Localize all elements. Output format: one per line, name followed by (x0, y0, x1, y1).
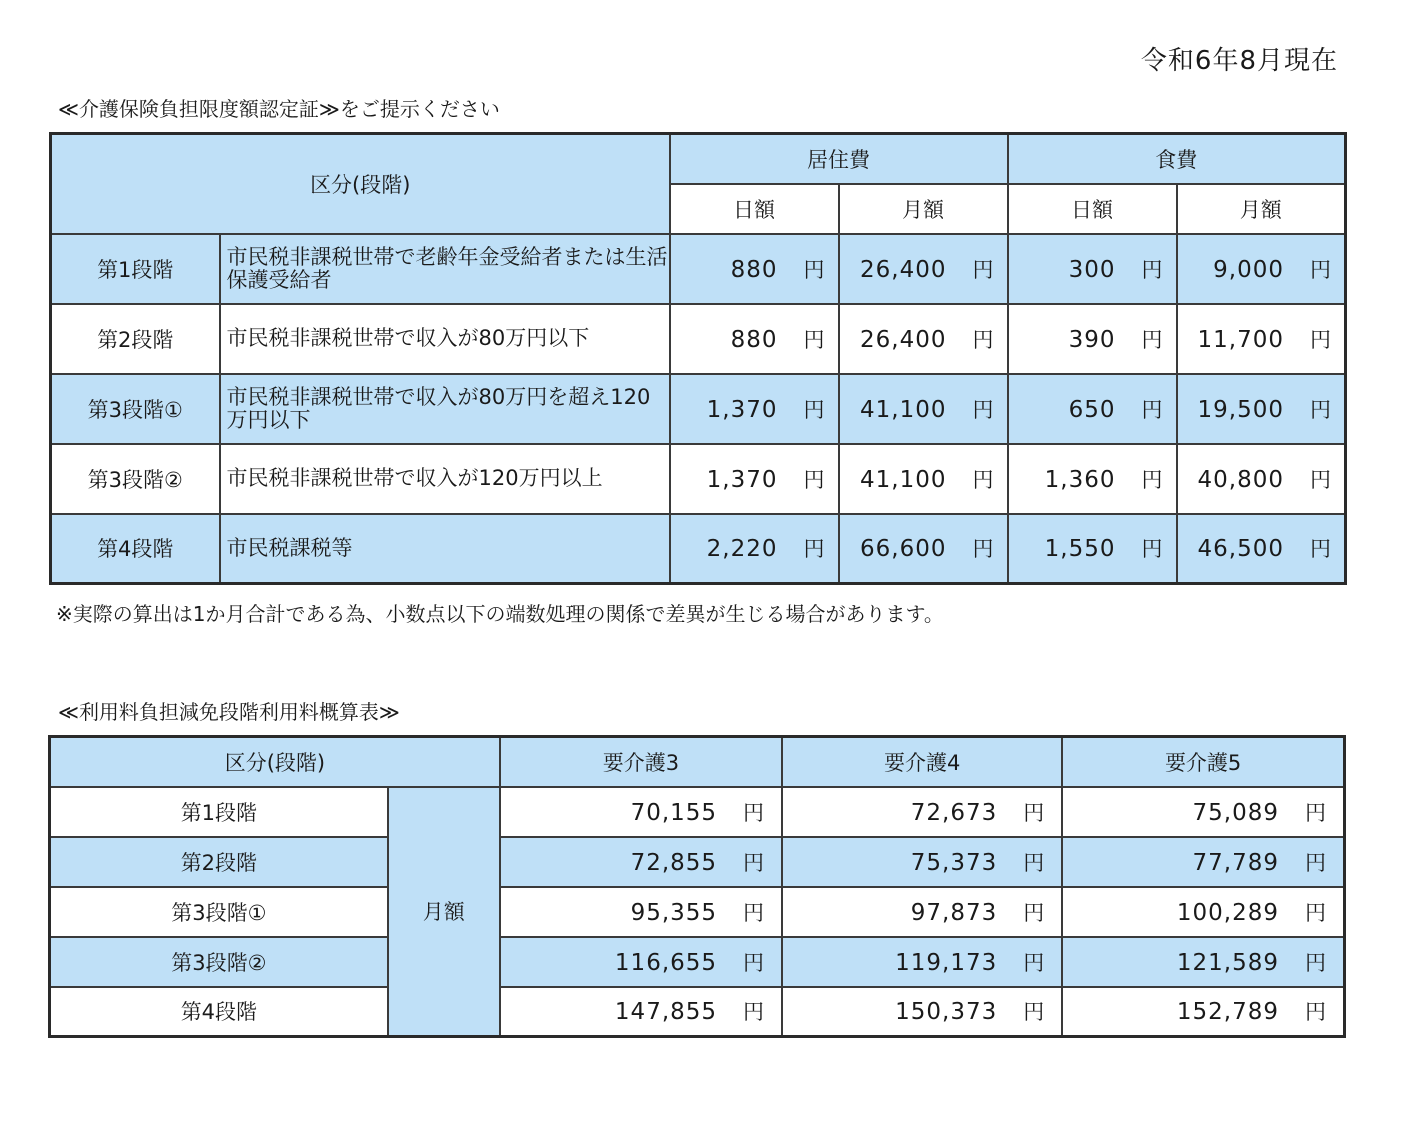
stage-description: 市民税非課税世帯で収入が80万円を超え120万円以下 (220, 374, 670, 444)
yen-unit: 円 (1023, 1000, 1046, 1025)
stage-description: 市民税課税等 (220, 514, 670, 584)
amount: 147,855 (614, 999, 718, 1026)
header-care3: 要介護3 (500, 737, 782, 787)
care4-cell (782, 987, 1062, 1037)
care4-cell (782, 787, 1062, 837)
yen-unit: 円 (803, 537, 826, 562)
header-care4: 要介護4 (782, 737, 1062, 787)
stage-label: 第2段階 (50, 837, 388, 887)
table-row (51, 304, 1346, 374)
amount: 9,000 (1213, 256, 1285, 283)
footnote: ※実際の算出は1か月合計である為、小数点以下の端数処理の関係で差異が生じる場合があります。 (56, 602, 944, 626)
yen-unit: 円 (1023, 800, 1046, 825)
food-monthly-cell (1177, 234, 1346, 304)
amount: 70,155 (630, 799, 718, 826)
stage-label: 第1段階 (50, 787, 388, 837)
care5-cell (1062, 837, 1344, 887)
stage-label: 第3段階② (51, 444, 220, 514)
amount: 72,673 (910, 799, 998, 826)
amount: 41,100 (860, 466, 947, 493)
housing-daily-cell (670, 444, 839, 514)
header-food-monthly: 月額 (1177, 184, 1346, 234)
amount: 26,400 (860, 326, 947, 353)
amount: 46,500 (1197, 536, 1285, 563)
food-monthly-cell (1177, 374, 1346, 444)
amount: 390 (1068, 326, 1116, 353)
amount: 26,400 (860, 256, 947, 283)
header-food-daily: 日額 (1008, 184, 1177, 234)
stage-description: 市民税非課税世帯で収入が80万円以下 (220, 304, 670, 374)
yen-unit: 円 (1305, 900, 1327, 925)
yen-unit: 円 (803, 397, 826, 422)
table-row (51, 374, 1346, 444)
amount: 1,370 (706, 396, 778, 423)
care4-cell (782, 937, 1062, 987)
yen-unit: 円 (1141, 397, 1164, 422)
amount: 40,800 (1197, 466, 1285, 493)
amount: 66,600 (860, 536, 947, 563)
table2-caption: ≪利用料負担減免段階利用料概算表≫ (58, 700, 400, 724)
stage-description: 市民税非課税世帯で老齢年金受給者または生活保護受給者 (220, 234, 670, 304)
food-monthly-cell (1177, 444, 1346, 514)
amount: 75,089 (1192, 799, 1279, 826)
amount: 880 (730, 326, 778, 353)
yen-unit: 円 (1305, 1000, 1327, 1025)
food-daily-cell (1008, 374, 1177, 444)
amount: 1,370 (706, 466, 778, 493)
yen-unit: 円 (1310, 537, 1333, 562)
food-daily-cell (1008, 304, 1177, 374)
header-care5: 要介護5 (1062, 737, 1344, 787)
housing-monthly-cell (839, 444, 1008, 514)
amount: 100,289 (1176, 899, 1279, 926)
amount: 152,789 (1176, 999, 1279, 1026)
care3-cell (500, 887, 782, 937)
header-housing: 居住費 (670, 134, 1008, 184)
housing-daily-cell (670, 514, 839, 584)
table-row (51, 514, 1346, 584)
care4-cell (782, 887, 1062, 937)
amount: 19,500 (1197, 396, 1285, 423)
yen-unit: 円 (1023, 950, 1046, 975)
table-row (50, 837, 1345, 887)
amount: 72,855 (630, 849, 718, 876)
yen-unit: 円 (803, 257, 826, 282)
header-food: 食費 (1008, 134, 1346, 184)
yen-unit: 円 (1310, 467, 1333, 492)
amount: 119,173 (895, 949, 998, 976)
stage-label: 第3段階① (51, 374, 220, 444)
yen-unit: 円 (803, 327, 826, 352)
stage-label: 第4段階 (50, 987, 388, 1037)
yen-unit: 円 (743, 1000, 766, 1025)
yen-unit: 円 (1310, 257, 1333, 282)
amount: 1,550 (1044, 536, 1116, 563)
housing-daily-cell (670, 374, 839, 444)
date-label: 令和6年8月現在 (1140, 46, 1338, 76)
table-row (50, 887, 1345, 937)
amount: 11,700 (1197, 326, 1285, 353)
housing-daily-cell (670, 304, 839, 374)
usage-fee-table (48, 735, 1346, 1038)
yen-unit: 円 (972, 537, 995, 562)
yen-unit: 円 (1023, 850, 1046, 875)
yen-unit: 円 (1141, 257, 1164, 282)
housing-monthly-cell (839, 514, 1008, 584)
table-row (51, 234, 1346, 304)
cost-limit-table (49, 132, 1347, 585)
yen-unit: 円 (743, 800, 766, 825)
table-row (51, 444, 1346, 514)
food-daily-cell (1008, 234, 1177, 304)
housing-monthly-cell (839, 374, 1008, 444)
yen-unit: 円 (1310, 327, 1333, 352)
care5-cell (1062, 887, 1344, 937)
care3-cell (500, 837, 782, 887)
monthly-label: 月額 (388, 787, 500, 1037)
yen-unit: 円 (803, 467, 826, 492)
amount: 97,873 (910, 899, 998, 926)
yen-unit: 円 (1305, 850, 1327, 875)
care5-cell (1062, 787, 1344, 837)
food-daily-cell (1008, 514, 1177, 584)
care4-cell (782, 837, 1062, 887)
yen-unit: 円 (972, 467, 995, 492)
header-category: 区分(段階) (51, 134, 670, 234)
housing-monthly-cell (839, 234, 1008, 304)
care3-cell (500, 787, 782, 837)
stage-description: 市民税非課税世帯で収入が120万円以上 (220, 444, 670, 514)
header-category: 区分(段階) (50, 737, 500, 787)
table-row (50, 987, 1345, 1037)
table-row (50, 937, 1345, 987)
housing-daily-cell (670, 234, 839, 304)
yen-unit: 円 (1305, 800, 1327, 825)
yen-unit: 円 (743, 900, 766, 925)
housing-monthly-cell (839, 304, 1008, 374)
stage-label: 第4段階 (51, 514, 220, 584)
amount: 116,655 (614, 949, 718, 976)
amount: 150,373 (895, 999, 998, 1026)
care3-cell (500, 937, 782, 987)
amount: 1,360 (1044, 466, 1116, 493)
amount: 95,355 (630, 899, 718, 926)
yen-unit: 円 (743, 950, 766, 975)
yen-unit: 円 (972, 257, 995, 282)
yen-unit: 円 (1305, 950, 1327, 975)
food-daily-cell (1008, 444, 1177, 514)
yen-unit: 円 (1141, 467, 1164, 492)
stage-label: 第3段階① (50, 887, 388, 937)
amount: 880 (730, 256, 778, 283)
amount: 2,220 (706, 536, 778, 563)
stage-label: 第2段階 (51, 304, 220, 374)
amount: 121,589 (1176, 949, 1279, 976)
stage-label: 第1段階 (51, 234, 220, 304)
amount: 650 (1068, 396, 1116, 423)
food-monthly-cell (1177, 304, 1346, 374)
care5-cell (1062, 987, 1344, 1037)
amount: 300 (1068, 256, 1116, 283)
table1-caption: ≪介護保険負担限度額認定証≫をご提示ください (58, 97, 500, 121)
food-monthly-cell (1177, 514, 1346, 584)
yen-unit: 円 (972, 397, 995, 422)
amount: 41,100 (860, 396, 947, 423)
yen-unit: 円 (1310, 397, 1333, 422)
amount: 77,789 (1192, 849, 1279, 876)
yen-unit: 円 (1141, 537, 1164, 562)
stage-label: 第3段階② (50, 937, 388, 987)
care5-cell (1062, 937, 1344, 987)
amount: 75,373 (910, 849, 998, 876)
yen-unit: 円 (1023, 900, 1046, 925)
header-housing-daily: 日額 (670, 184, 839, 234)
yen-unit: 円 (972, 327, 995, 352)
table-row (50, 787, 1345, 837)
care3-cell (500, 987, 782, 1037)
yen-unit: 円 (743, 850, 766, 875)
header-housing-monthly: 月額 (839, 184, 1008, 234)
yen-unit: 円 (1141, 327, 1164, 352)
